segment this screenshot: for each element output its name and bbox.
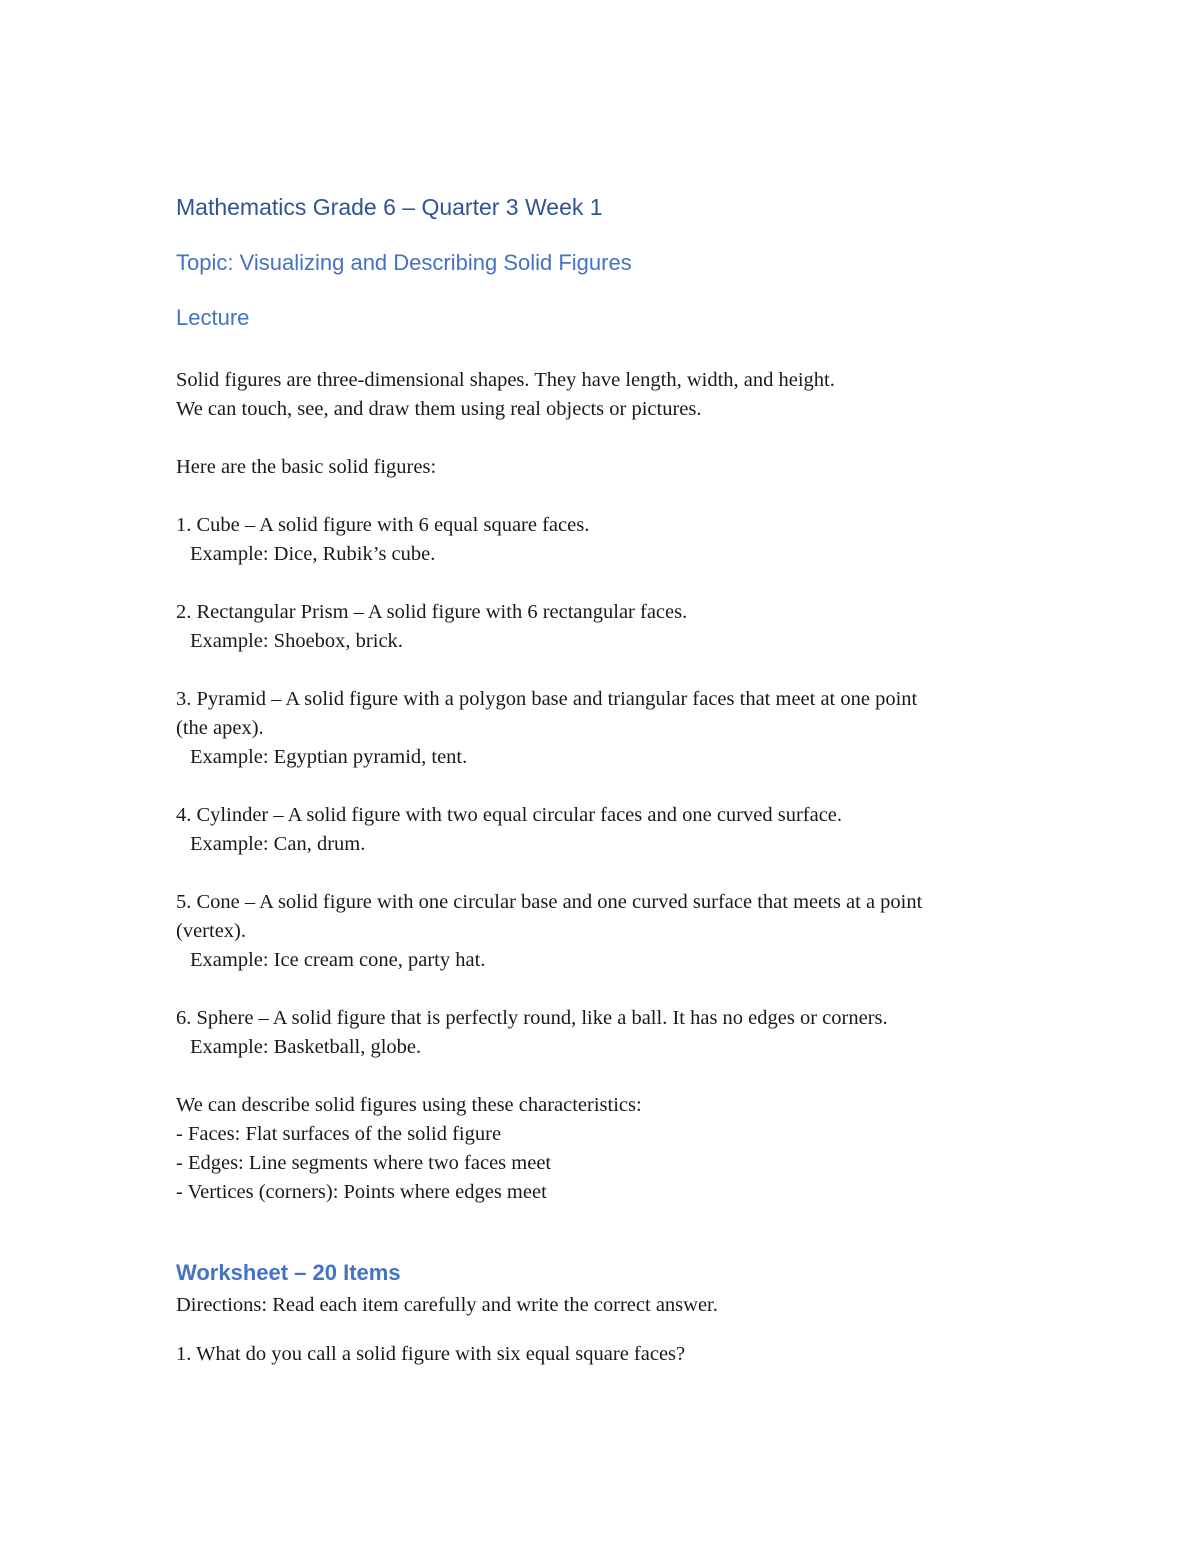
figure-item-cube: 1. Cube – A solid figure with 6 equal square faces. — [176, 514, 590, 536]
figure-item-sphere: 6. Sphere – A solid figure that is perfectly round, like a ball. It has no edges or corners. — [176, 1007, 888, 1029]
figure-example: Example: Basketball, globe. — [190, 1036, 422, 1058]
worksheet-heading: Worksheet – 20 Items — [176, 1260, 401, 1285]
figure-item-cone-cont: (vertex). — [176, 920, 246, 942]
figure-example: Example: Dice, Rubik’s cube. — [190, 543, 436, 565]
figure-example: Example: Ice cream cone, party hat. — [190, 949, 486, 971]
characteristics-intro: We can describe solid figures using these characteristics: — [176, 1094, 642, 1116]
figure-example: Example: Egyptian pyramid, tent. — [190, 746, 468, 768]
characteristic-item: - Vertices (corners): Points where edges meet — [176, 1181, 547, 1203]
figure-example: Example: Shoebox, brick. — [190, 630, 403, 652]
figure-item-rectangular-prism: 2. Rectangular Prism – A solid figure with 6 rectangular faces. — [176, 601, 688, 623]
characteristic-item: - Faces: Flat surfaces of the solid figure — [176, 1123, 502, 1145]
basic-figures-intro: Here are the basic solid figures: — [176, 456, 437, 478]
intro-line: Solid figures are three-dimensional shapes. They have length, width, and height. — [176, 369, 835, 391]
figure-example: Example: Can, drum. — [190, 833, 366, 855]
intro-line: We can touch, see, and draw them using real objects or pictures. — [176, 398, 702, 420]
figure-item-pyramid: 3. Pyramid – A solid figure with a polygon base and triangular faces that meet at one point — [176, 688, 918, 710]
figure-item-cylinder: 4. Cylinder – A solid figure with two equal circular faces and one curved surface. — [176, 804, 843, 826]
figure-item-pyramid-cont: (the apex). — [176, 717, 264, 739]
lecture-heading: Lecture — [176, 305, 250, 330]
topic-heading: Topic: Visualizing and Describing Solid Figures — [176, 250, 632, 275]
characteristic-item: - Edges: Line segments where two faces meet — [176, 1152, 552, 1174]
figure-item-cone: 5. Cone – A solid figure with one circular base and one curved surface that meets at a point — [176, 891, 923, 913]
worksheet-question: 1. What do you call a solid figure with six equal square faces? — [176, 1343, 686, 1365]
worksheet-directions: Directions: Read each item carefully and write the correct answer. — [176, 1294, 718, 1316]
document-title: Mathematics Grade 6 – Quarter 3 Week 1 — [176, 194, 603, 220]
